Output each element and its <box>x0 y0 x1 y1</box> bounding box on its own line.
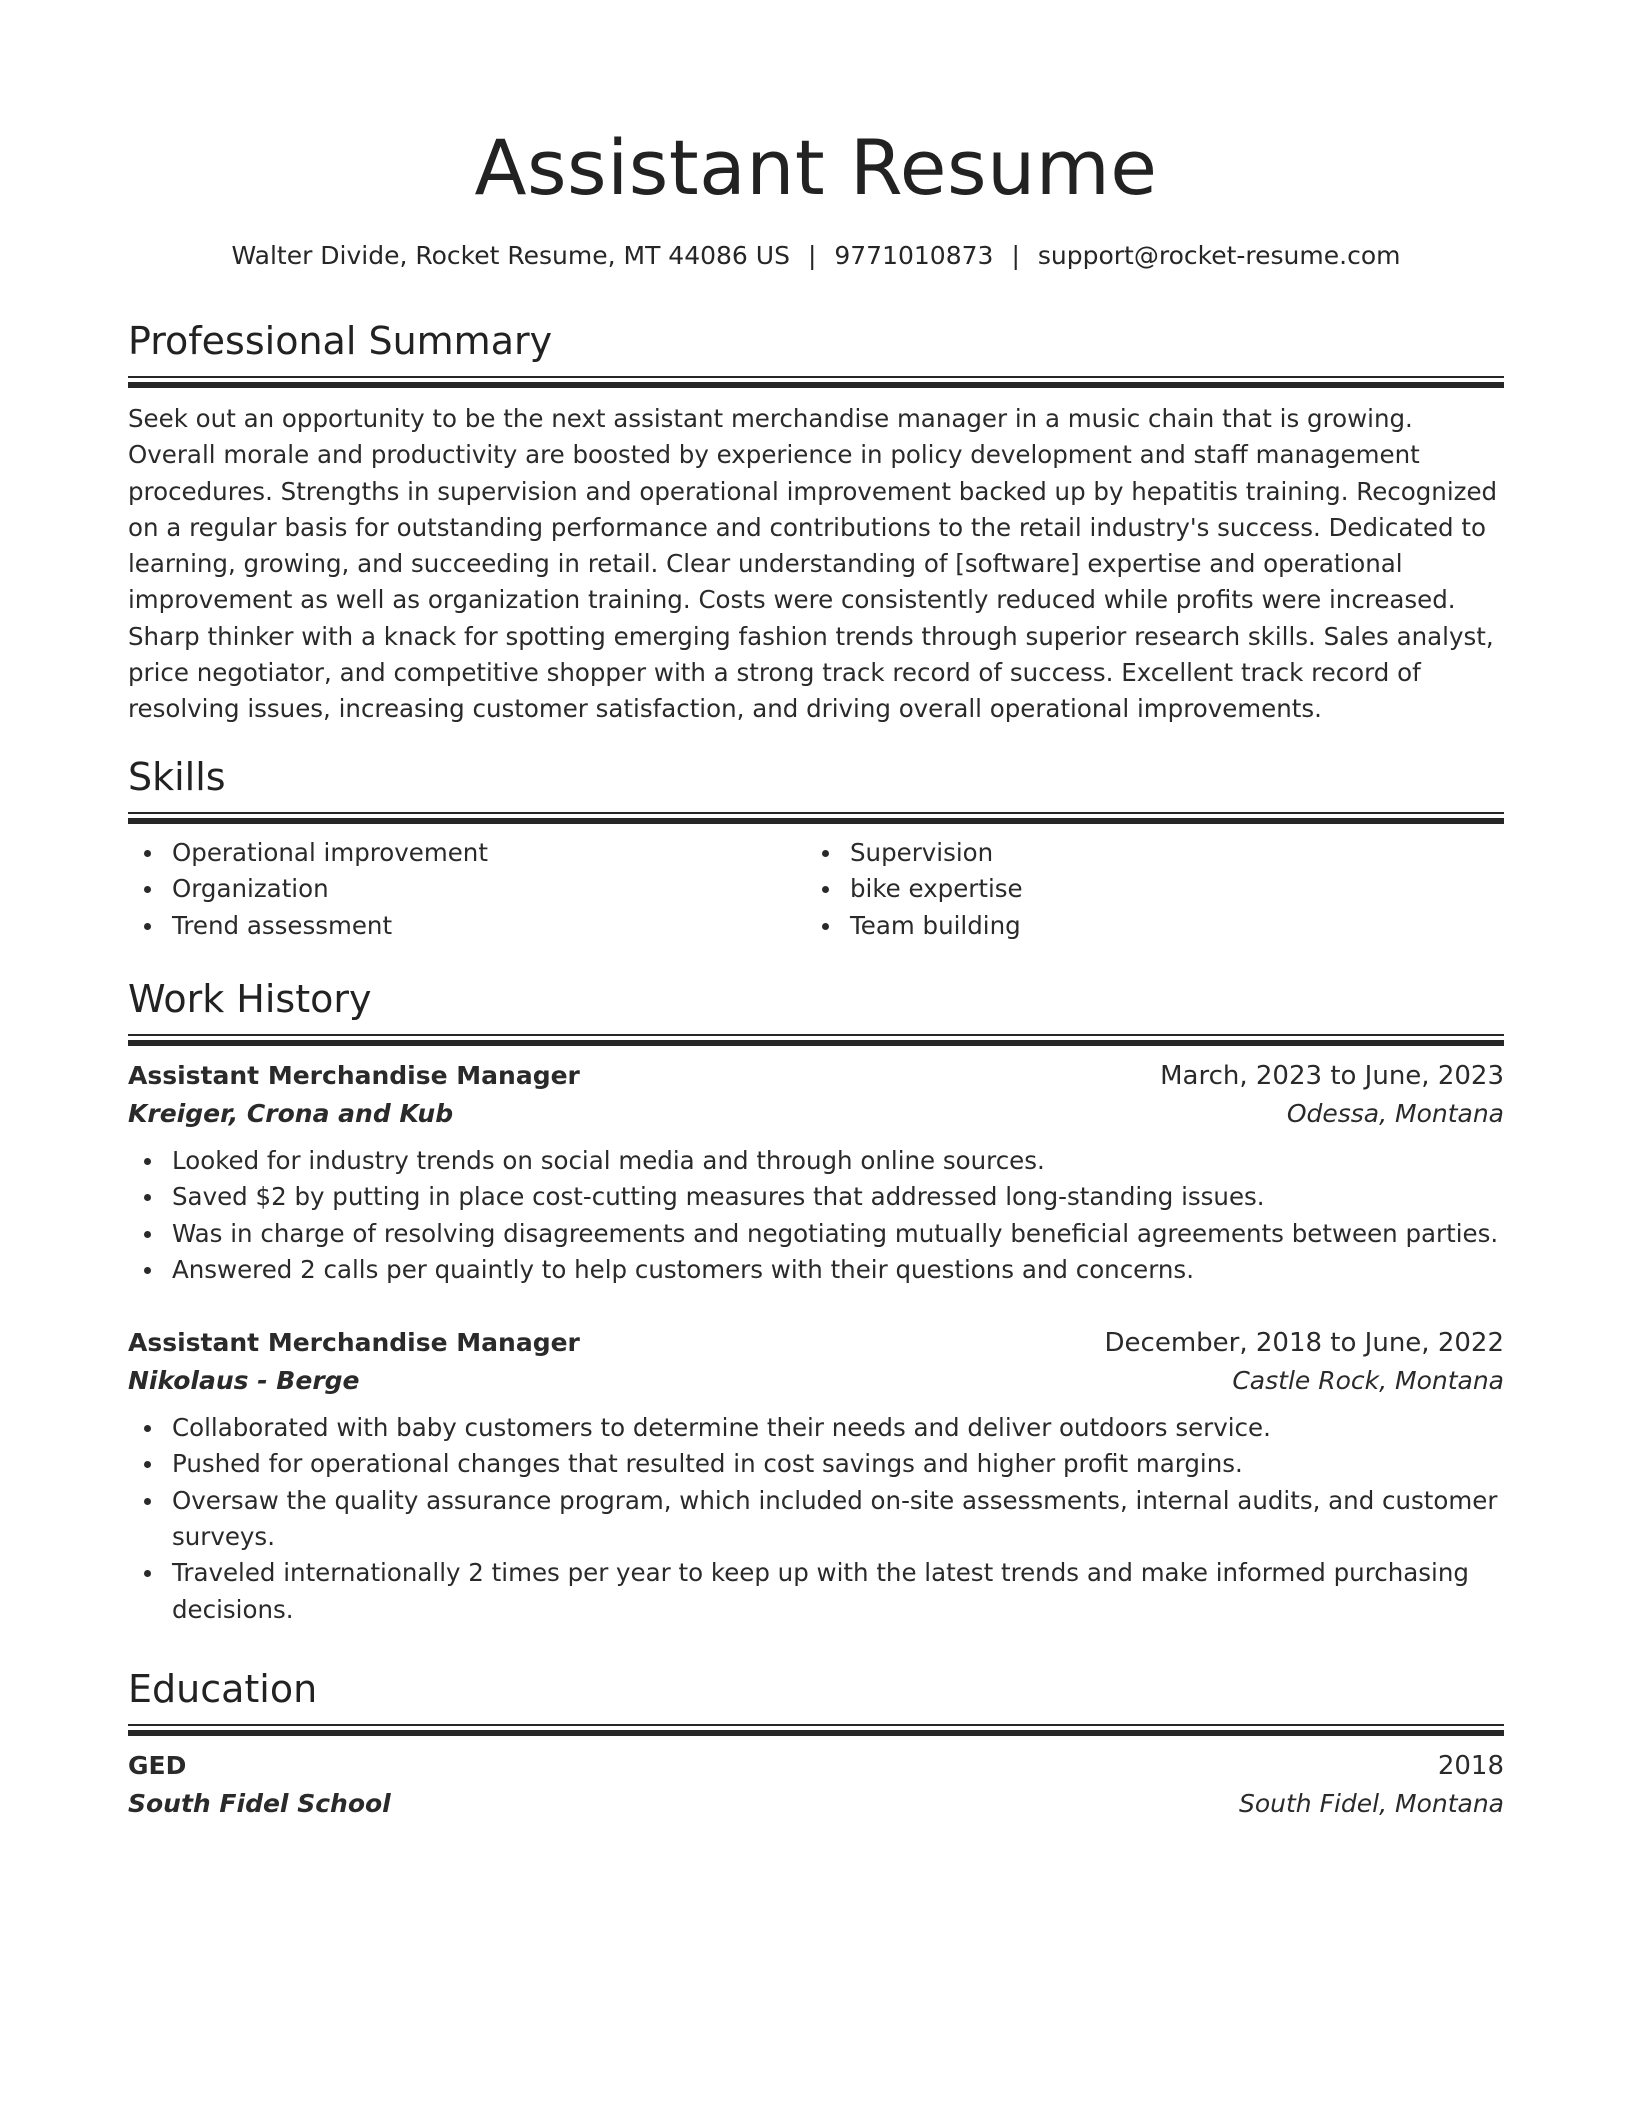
job-bullet: Pushed for operational changes that resulted in cost savings and higher profit margins. <box>128 1446 1504 1482</box>
job-location: Castle Rock, Montana <box>1232 1366 1504 1396</box>
skill-item: Team building <box>806 908 1484 944</box>
skill-item: bike expertise <box>806 871 1484 907</box>
contact-separator: | <box>807 241 817 270</box>
education-subheader-row <box>128 1785 1504 1823</box>
education-heading: Education <box>128 1667 318 1711</box>
job-bullets <box>128 1410 1504 1628</box>
job-company: Kreiger, Crona and Kub <box>128 1099 454 1128</box>
education-entry <box>128 1747 1504 1823</box>
section-divider <box>128 376 1504 387</box>
summary-section <box>128 314 1504 728</box>
education-degree: GED <box>128 1751 187 1780</box>
job-bullet: Traveled internationally 2 times per year to keep up with the latest trends and make informed purchasing decisions. <box>128 1555 1504 1628</box>
job-bullet: Was in charge of resolving disagreements and negotiating mutually beneficial agreements between parties. <box>128 1216 1504 1252</box>
job-header-row <box>128 1057 1504 1095</box>
summary-text: Seek out an opportunity to be the next assistant merchandise manager in a music chain that is growing. Overall morale and productivity are boosted by experience in policy development and staff management procedures. Strengths in supervision and operational improvement backed up by hepatitis training. Recognized on a regular basis for outstanding performance and contributions to the retail industry's success. Dedicated to learning, growing, and succeeding in retail. Clear understanding of [software] expertise and operational improvement as well as organization training. Costs were consistently reduced while profits were increased. Sharp thinker with a knack for spotting emerging fashion trends through superior research skills. Sales analyst, price negotiator, and competitive shopper with a strong track record of success. Excellent track record of resolving issues, increasing customer satisfaction, and driving overall operational improvements. <box>128 404 1498 724</box>
job-subheader-row <box>128 1095 1504 1133</box>
skills-grid <box>128 835 1504 944</box>
job-bullets <box>128 1143 1504 1288</box>
skills-heading: Skills <box>128 755 226 799</box>
job-title: Assistant Merchandise Manager <box>128 1328 580 1358</box>
resume-title: Assistant Resume <box>474 123 1158 212</box>
skill-item: Trend assessment <box>128 908 806 944</box>
education-section <box>128 1662 1504 1823</box>
contact-address: Walter Divide, Rocket Resume, MT 44086 US <box>231 241 790 270</box>
education-location: South Fidel, Montana <box>1238 1789 1504 1818</box>
job-entry <box>128 1057 1504 1288</box>
contact-email: support@rocket-resume.com <box>1037 241 1401 270</box>
summary-heading: Professional Summary <box>128 319 553 363</box>
work-section <box>128 972 1504 1628</box>
skill-item: Organization <box>128 871 806 907</box>
education-year: 2018 <box>1437 1751 1504 1781</box>
job-bullet: Oversaw the quality assurance program, which included on-site assessments, internal audits, and customer surveys. <box>128 1483 1504 1556</box>
job-title: Assistant Merchandise Manager <box>128 1061 580 1090</box>
contact-phone: 9771010873 <box>834 241 994 270</box>
contact-line <box>128 236 1504 276</box>
job-bullet: Answered 2 calls per quaintly to help customers with their questions and concerns. <box>128 1252 1504 1288</box>
job-dates: March, 2023 to June, 2023 <box>1160 1061 1504 1091</box>
skills-section <box>128 750 1504 944</box>
contact-separator: | <box>1011 241 1020 270</box>
job-entry <box>128 1324 1504 1628</box>
skill-item: Operational improvement <box>128 835 806 871</box>
education-school: South Fidel School <box>128 1789 391 1818</box>
job-bullet: Looked for industry trends on social media and through online sources. <box>128 1143 1504 1179</box>
job-bullet: Collaborated with baby customers to determine their needs and deliver outdoors service. <box>128 1410 1504 1446</box>
section-divider <box>128 812 1504 823</box>
section-divider <box>128 1034 1504 1045</box>
skills-column-left <box>128 835 806 944</box>
job-company: Nikolaus - Berge <box>128 1366 360 1396</box>
skill-item: Supervision <box>806 835 1484 871</box>
education-header-row <box>128 1747 1504 1785</box>
job-subheader-row <box>128 1362 1504 1400</box>
skills-column-right <box>806 835 1484 944</box>
job-header-row <box>128 1324 1504 1362</box>
job-bullet: Saved $2 by putting in place cost-cutting measures that addressed long-standing issues. <box>128 1179 1504 1215</box>
job-location: Odessa, Montana <box>1286 1099 1504 1128</box>
section-divider <box>128 1724 1504 1735</box>
work-heading: Work History <box>128 977 372 1021</box>
job-dates: December, 2018 to June, 2022 <box>1104 1328 1504 1359</box>
